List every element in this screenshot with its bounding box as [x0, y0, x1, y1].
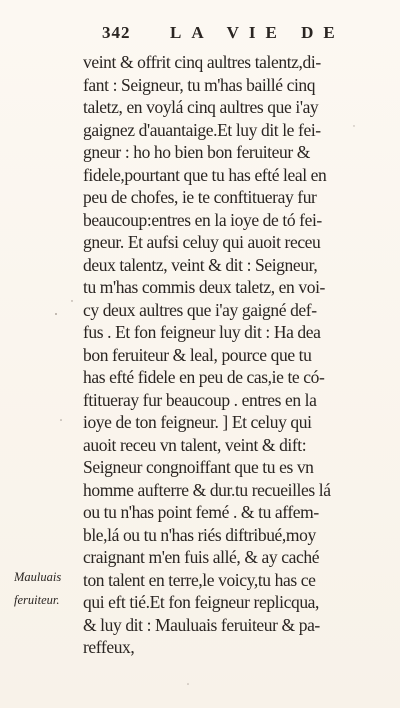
text-line: cy deux aultres que i'ay gaigné def-	[83, 299, 317, 320]
text-line: taletz, en voylá cinq aultres que i'ay	[83, 97, 319, 117]
body-text	[83, 50, 383, 670]
text-line: fus . Et fon feigneur luy dit : Ha dea	[83, 322, 321, 342]
text-line: ton talent en terre,le voicy,tu has ce	[83, 569, 316, 590]
text-line: ioye de ton feigneur. ] Et celuy qui	[83, 412, 312, 432]
text-line: veint & offrit cinq aultres talentz,di-	[83, 52, 321, 72]
text-line: fidele,pourtant que tu has efté leal en	[83, 164, 327, 185]
text-line: gneur : ho ho bien bon feruiteur &	[83, 142, 310, 162]
text-line: ftitueray fur beaucoup . entres en la	[83, 389, 317, 410]
running-title: LA VIE DE	[170, 23, 345, 42]
margin-note: Mauluais	[14, 570, 62, 584]
text-line: has efté fidele en peu de cas,ie te có-	[83, 367, 325, 387]
text-line: beaucoup:entres en la ioye de tó fei-	[83, 209, 322, 230]
text-line: homme aufterre & dur.tu recueilles lá	[83, 479, 331, 500]
text-line: bon feruiteur & leal, pource que tu	[83, 344, 312, 365]
page-number: 342	[102, 23, 131, 42]
text-line: craignant m'en fuis allé, & ay caché	[83, 547, 320, 567]
text-line: qui eft tié.Et fon feigneur replicqua,	[83, 592, 320, 612]
text-line: ou tu n'has point femé . & tu affem-	[83, 502, 319, 522]
running-head	[102, 20, 350, 46]
text-line: auoit receu vn talent, veint & dift:	[83, 434, 307, 455]
text-line: gaignez d'auantaige.Et luy dit le fei-	[83, 119, 321, 140]
text-line: tu m'has commis deux taletz, en voi-	[83, 277, 325, 297]
text-line: fant : Seigneur, tu m'has baillé cinq	[83, 74, 316, 95]
margin-note: feruiteur.	[14, 593, 60, 607]
text-line: & luy dit : Mauluais feruiteur & pa-	[83, 614, 320, 635]
text-line: peu de chofes, ie te conftitueray fur	[83, 187, 317, 207]
text-line: gneur. Et aufsi celuy qui auoit receu	[83, 232, 321, 252]
text-line: ble,lá ou tu n'has riés diftribué,moy	[83, 524, 316, 545]
text-line: deux talentz, veint & dit : Seigneur,	[83, 254, 318, 275]
text-line: Seigneur congnoiffant que tu es vn	[83, 457, 314, 477]
text-line: reffeux,	[83, 637, 135, 657]
